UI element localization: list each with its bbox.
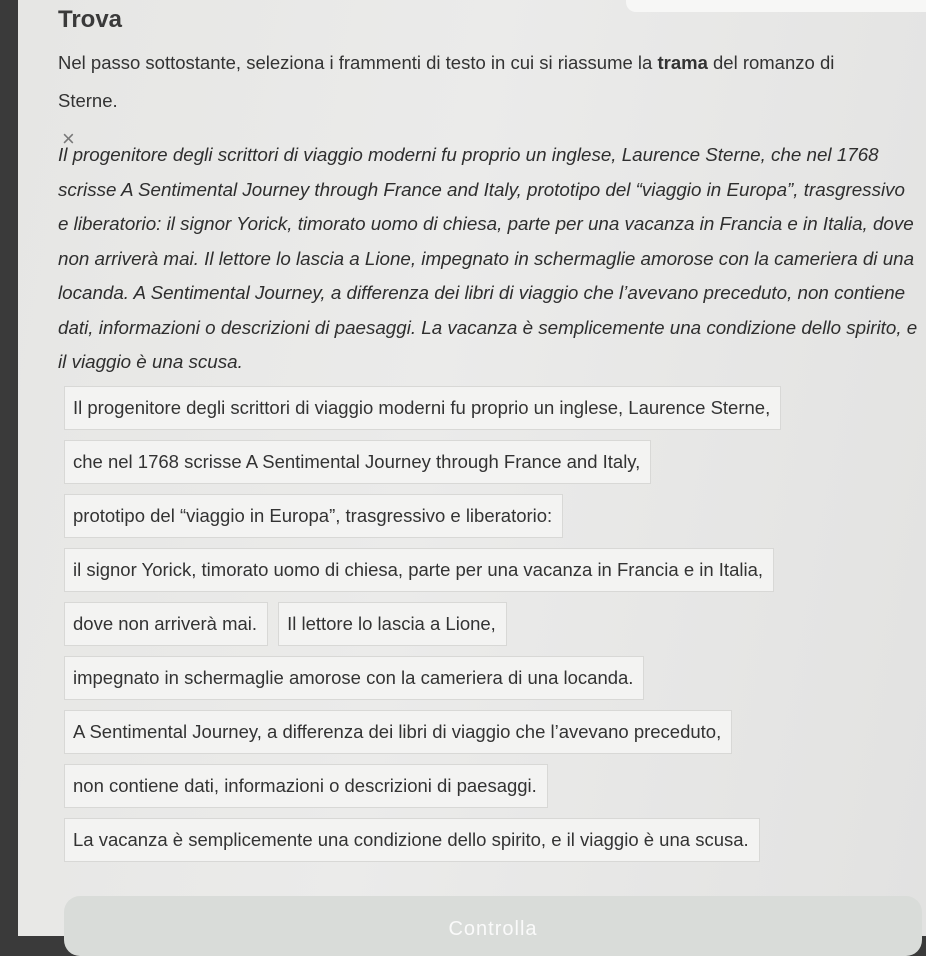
fragment-chip[interactable]: dove non arriverà mai. [64,602,268,646]
top-bar [626,0,926,12]
fragment-list [64,386,924,872]
check-button-label: Controlla [448,918,538,940]
check-button[interactable] [64,896,922,956]
passage-text: Il progenitore degli scrittori di viaggio moderni fu proprio un inglese, Laurence Sterne, che nel 1768 scrisse A Sentimental Journey through France and Italy, prototipo del “viaggio in Europa”, trasgressivo e liberatorio: il signor Yorick, timorato uomo di chiesa, parte per una vacanza in Francia e in Italia, dove non arriverà mai. Il lettore lo lascia a Lione, impegnato in schermaglie amorose con la cameriera di una locanda. A Sentimental Journey, a differenza dei libri di viaggio che l’avevano preceduto, non contiene dati, informazioni o descrizioni di paesaggi. La vacanza è semplicemente una condizione dello spirito, e il viaggio è una scusa. [58,144,918,372]
fragment-chip[interactable]: A Sentimental Journey, a differenza dei libri di viaggio che l’avevano preceduto, [64,710,732,754]
fragment-chip[interactable]: prototipo del “viaggio in Europa”, trasgressivo e liberatorio: [64,494,563,538]
instructions-text-start: Nel passo sottostante, seleziona i frammenti di testo in cui si riassume la [58,52,658,73]
page-title: Trova [58,6,123,33]
instructions-bold: trama [657,52,708,73]
instructions-text-end: del romanzo di Sterne. [58,52,835,111]
screen [18,0,926,940]
fragment-chip[interactable]: non contiene dati, informazioni o descrizioni di paesaggi. [64,764,548,808]
fragment-chip[interactable]: che nel 1768 scrisse A Sentimental Journey through France and Italy, [64,440,651,484]
fragment-chip[interactable]: il signor Yorick, timorato uomo di chiesa, parte per una vacanza in Francia e in Italia, [64,548,774,592]
close-icon[interactable]: × [62,126,75,151]
fragment-chip[interactable]: La vacanza è semplicemente una condizione dello spirito, e il viaggio è una scusa. [64,818,760,862]
fragment-chip[interactable]: Il progenitore degli scrittori di viaggio moderni fu proprio un inglese, Laurence Sterne, [64,386,781,430]
fragment-chip[interactable]: impegnato in schermaglie amorose con la cameriera di una locanda. [64,656,644,700]
instructions [58,44,888,120]
fragment-chip[interactable]: Il lettore lo lascia a Lione, [278,602,507,646]
